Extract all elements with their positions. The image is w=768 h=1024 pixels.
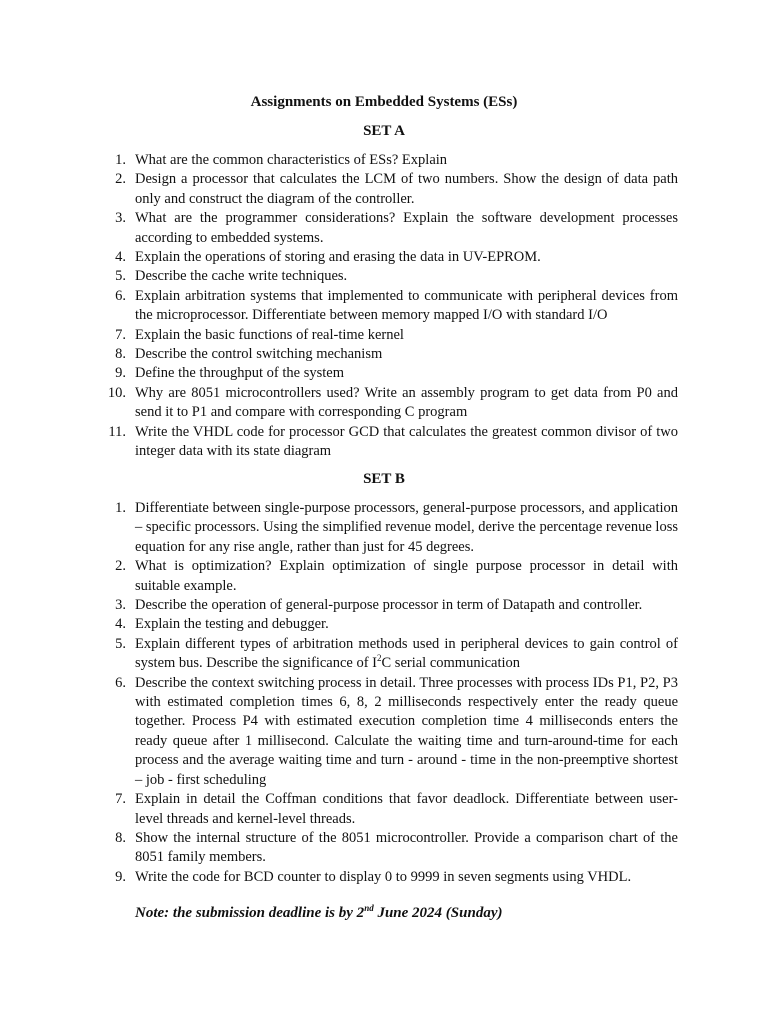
set-a-question xyxy=(100,326,678,345)
set-b-question xyxy=(100,557,678,596)
set-b-question-list xyxy=(100,499,678,887)
set-b-question xyxy=(100,868,678,887)
question-text: Explain the operations of storing and erasing the data in UV-EPROM. xyxy=(135,249,541,266)
question-number: 6. xyxy=(115,674,126,691)
question-number: 5. xyxy=(115,635,126,652)
question-number: 7. xyxy=(115,326,126,343)
submission-deadline-note xyxy=(135,903,502,923)
set-a-question xyxy=(100,267,678,286)
question-number: 3. xyxy=(115,210,126,227)
question-number: 6. xyxy=(115,287,126,304)
ordinal-suffix: nd xyxy=(364,903,374,913)
question-text: Describe the context switching process in detail. Three processes with process IDs P1, P2, P3 with estimated completion times 6, 8, 2 milliseconds respectively enter the ready queue together. Process P4 with estimated execution completion time 4 milliseconds enters the ready queue after 1 millisecond. Calculate the waiting time and turn-around-time for each process and the average waiting time and turn - around - time in the non-preemptive shortest – job - first scheduling xyxy=(135,674,678,788)
question-number: 11. xyxy=(108,423,126,440)
superscript-two: 2 xyxy=(377,653,382,664)
question-text: Describe the cache write techniques. xyxy=(135,268,348,285)
question-number: 1. xyxy=(115,500,126,516)
question-number: 8. xyxy=(115,346,126,363)
question-text: Explain different types of arbitration methods used in peripheral devices to gain control of system bus. Describe the significance of I xyxy=(135,635,678,672)
question-number: 9. xyxy=(115,868,126,885)
question-text: Explain the testing and debugger. xyxy=(135,616,329,633)
question-text: What is optimization? Explain optimization of single purpose processor in detail with suitable example. xyxy=(135,558,678,594)
set-a-question xyxy=(100,170,678,209)
set-a-question xyxy=(100,345,678,364)
question-number: 10. xyxy=(107,384,126,401)
question-text-continued: C serial communication xyxy=(381,655,521,672)
set-a-question-list xyxy=(100,151,678,462)
question-number: 8. xyxy=(115,829,126,846)
question-text: Explain arbitration systems that implemented to communicate with peripheral devices from the microprocessor. Differentiate between memory mapped I/O with standard I/O xyxy=(135,287,678,324)
question-text: What are the programmer considerations? Explain the software development processes according to embedded systems. xyxy=(135,210,678,246)
set-b-question xyxy=(100,499,678,557)
question-text: What are the common characteristics of ESs? Explain xyxy=(135,152,448,168)
question-number: 2. xyxy=(115,171,126,188)
question-text: Explain in detail the Coffman conditions that favor deadlock. Differentiate between user-level threads and kernel-level threads. xyxy=(135,791,678,827)
question-text: Write the code for BCD counter to display 0 to 9999 in seven segments using VHDL. xyxy=(135,868,632,885)
question-text: Explain the basic functions of real-time kernel xyxy=(135,326,404,343)
question-text: Show the internal structure of the 8051 microcontroller. Provide a comparison chart of the 8051 family members. xyxy=(135,829,678,866)
set-b-question xyxy=(100,674,678,790)
question-number: 4. xyxy=(115,616,126,633)
question-number: 9. xyxy=(115,365,126,382)
question-text: Why are 8051 microcontrollers used? Write an assembly program to get data from P0 and send it to P1 and compare with corresponding C program xyxy=(135,384,678,421)
set-a-question xyxy=(100,248,678,267)
question-text: Design a processor that calculates the LCM of two numbers. Show the design of data path only and construct the diagram of the controller. xyxy=(135,171,678,207)
document-title: Assignments on Embedded Systems (ESs) xyxy=(250,94,518,110)
question-text: Differentiate between single-purpose processors, general-purpose processors, and application – specific processors. Using the simplified revenue model, derive the percentage revenue loss equation for any rise angle, rather than just for 45 degrees. xyxy=(135,500,678,555)
question-number: 5. xyxy=(115,268,126,285)
question-number: 1. xyxy=(115,152,126,168)
set-b-question xyxy=(100,596,678,615)
question-text: Describe the operation of general-purpose processor in term of Datapath and controller. xyxy=(135,597,643,614)
set-a-question xyxy=(100,423,678,462)
question-text: Describe the control switching mechanism xyxy=(135,346,383,363)
set-a-question xyxy=(100,209,678,248)
set-a-question xyxy=(100,364,678,383)
set-a-question xyxy=(100,287,678,326)
set-b-heading: SET B xyxy=(363,471,405,487)
set-a-question xyxy=(100,151,678,170)
question-text: Define the throughput of the system xyxy=(135,365,344,382)
question-number: 2. xyxy=(115,558,126,575)
note-text: Note: the submission deadline is by 2 xyxy=(135,905,365,921)
set-b-question xyxy=(100,829,678,868)
set-b-question xyxy=(100,635,678,674)
set-a-question xyxy=(100,384,678,423)
set-a-heading: SET A xyxy=(363,123,405,139)
question-number: 4. xyxy=(115,249,126,266)
question-number: 3. xyxy=(115,597,126,614)
question-number: 7. xyxy=(115,791,126,808)
set-b-question xyxy=(100,790,678,829)
set-b-question xyxy=(100,615,678,634)
note-text-continued: June 2024 (Sunday) xyxy=(373,905,503,921)
question-text: Write the VHDL code for processor GCD that calculates the greatest common divisor of two integer data with its state diagram xyxy=(135,423,678,460)
